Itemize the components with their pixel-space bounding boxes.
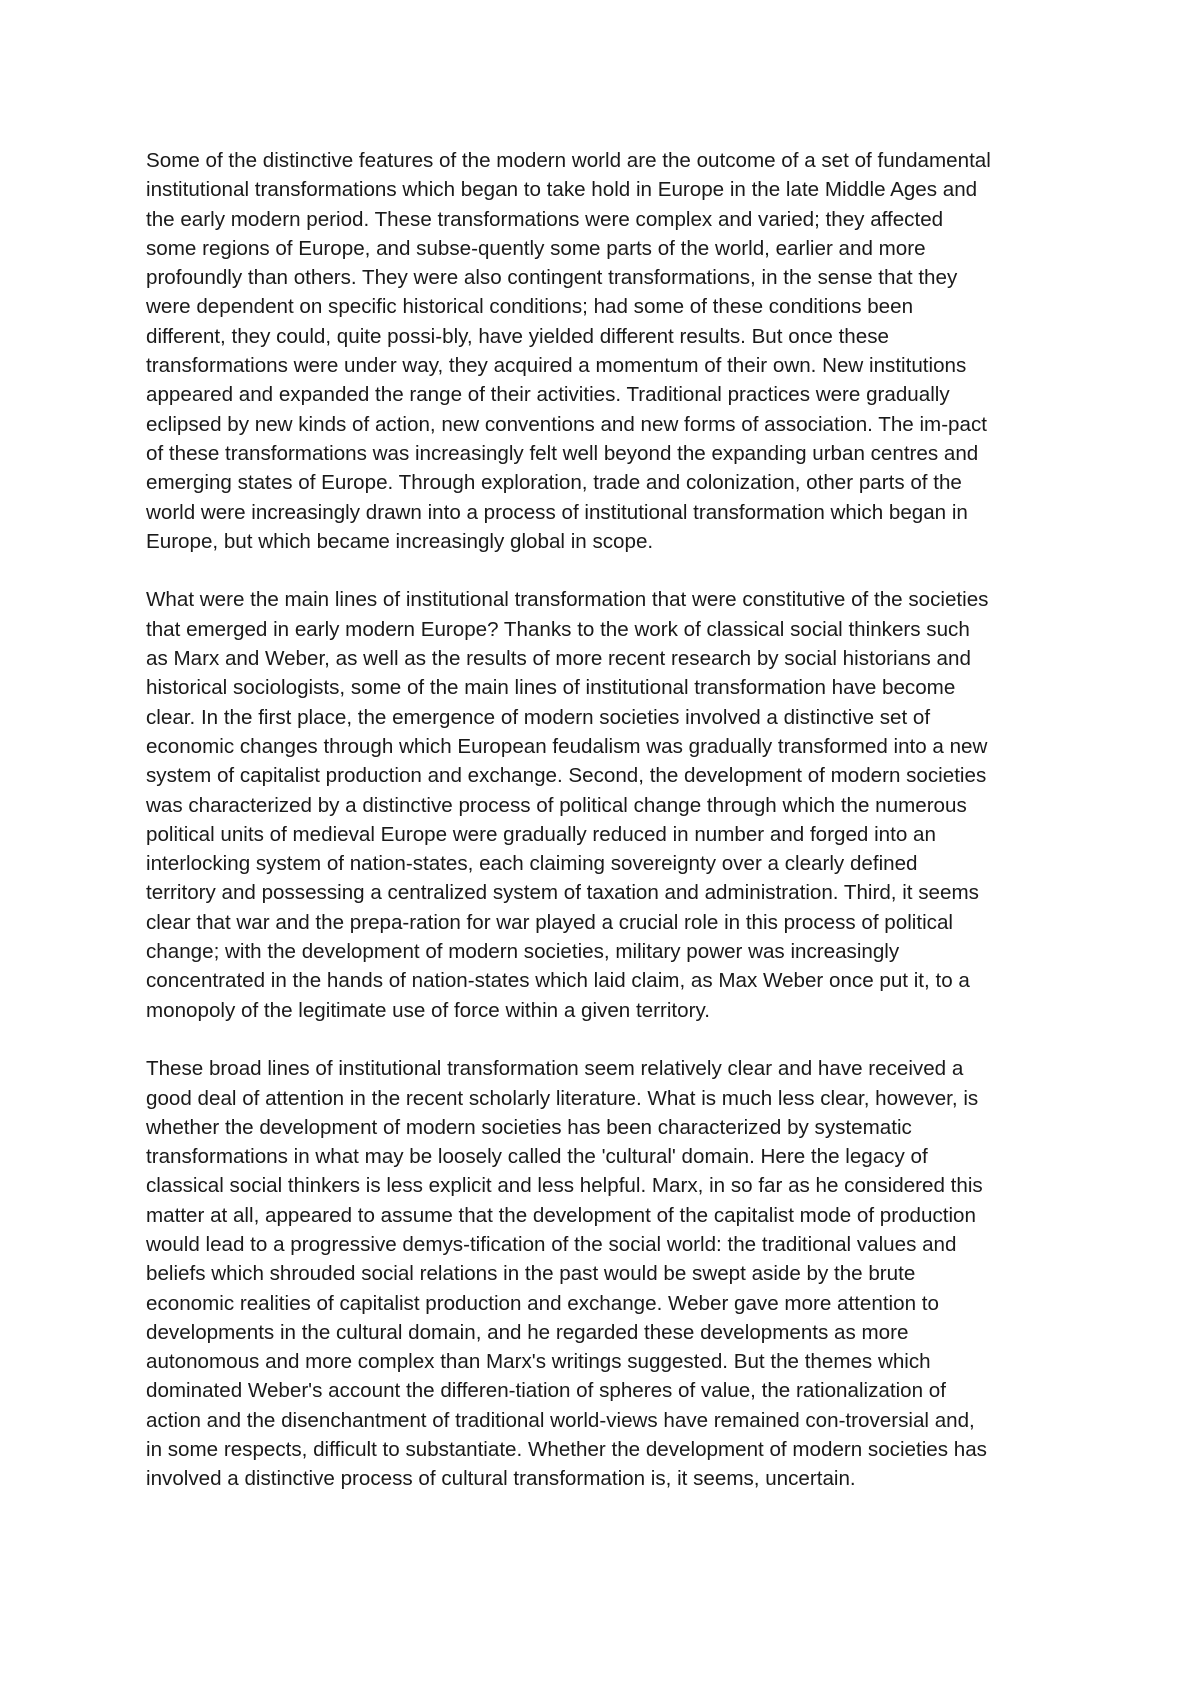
- text-line: historical sociologists, some of the main lines of institutional transformation have become: [146, 676, 956, 700]
- text-line: whether the development of modern societies has been characterized by systematic: [146, 1115, 912, 1139]
- text-line: system of capitalist production and exchange. Second, the development of modern societies: [146, 764, 987, 788]
- text-line: change; with the development of modern societies, military power was increasingly: [146, 940, 900, 964]
- paragraph-2: [146, 585, 1076, 1024]
- text-line: territory and possessing a centralized system of taxation and administration. Third, it seems: [146, 881, 979, 905]
- text-line: clear. In the first place, the emergence of modern societies involved a distinctive set of: [146, 705, 931, 729]
- text-line: beliefs which shrouded social relations in the past would be swept aside by the brute: [146, 1262, 916, 1286]
- text-line: economic realities of capitalist production and exchange. Weber gave more attention to: [146, 1291, 939, 1315]
- text-line: of these transformations was increasingly felt well beyond the expanding urban centres and: [146, 441, 979, 465]
- text-line: developments in the cultural domain, and he regarded these developments as more: [146, 1320, 909, 1344]
- text-line: emerging states of Europe. Through exploration, trade and colonization, other parts of the: [146, 471, 962, 495]
- text-line: interlocking system of nation-states, each claiming sovereignty over a clearly defined: [146, 852, 918, 876]
- text-line: concentrated in the hands of nation-states which laid claim, as Max Weber once put it, to a: [146, 969, 970, 993]
- paragraph-1: [146, 146, 1076, 556]
- text-line: the early modern period. These transformations were complex and varied; they affected: [146, 207, 944, 231]
- text-line: Some of the distinctive features of the modern world are the outcome of a set of fundamental: [146, 149, 991, 172]
- text-line: political units of medieval Europe were gradually reduced in number and forged into an: [146, 822, 936, 846]
- text-line: economic changes through which European feudalism was gradually transformed into a new: [146, 734, 988, 758]
- text-line: classical social thinkers is less explicit and less helpful. Marx, in so far as he considered this: [146, 1174, 983, 1198]
- text-line: appeared and expanded the range of their activities. Traditional practices were gradually: [146, 383, 950, 407]
- text-line: as Marx and Weber, as well as the results of more recent research by social historians and: [146, 647, 971, 671]
- text-line: would lead to a progressive demys-tification of the social world: the traditional values and: [146, 1232, 957, 1256]
- text-line: were dependent on specific historical conditions; had some of these conditions been: [146, 295, 914, 319]
- text-line: dominated Weber's account the differen-tiation of spheres of value, the rationalization of: [146, 1379, 946, 1403]
- text-line: profoundly than others. They were also contingent transformations, in the sense that they: [146, 266, 958, 290]
- text-line: institutional transformations which began to take hold in Europe in the late Middle Ages and: [146, 178, 978, 202]
- text-line: in some respects, difficult to substantiate. Whether the development of modern societies has: [146, 1438, 987, 1462]
- text-line: monopoly of the legitimate use of force within a given territory.: [146, 998, 710, 1022]
- text-line: world were increasingly drawn into a process of institutional transformation which began in: [146, 500, 968, 524]
- paragraph-3: [146, 1054, 1076, 1493]
- text-line: matter at all, appeared to assume that the development of the capitalist mode of production: [146, 1203, 976, 1227]
- text-line: clear that war and the prepa-ration for war played a crucial role in this process of political: [146, 910, 953, 934]
- text-line: was characterized by a distinctive process of political change through which the numerous: [146, 793, 967, 817]
- text-line: Europe, but which became increasingly global in scope.: [146, 529, 654, 553]
- text-line: action and the disenchantment of traditional world-views have remained con-troversial and,: [146, 1408, 975, 1432]
- text-line: transformations in what may be loosely called the 'cultural' domain. Here the legacy of: [146, 1145, 928, 1169]
- text-line: involved a distinctive process of cultural transformation is, it seems, uncertain.: [146, 1467, 856, 1491]
- text-line: that emerged in early modern Europe? Thanks to the work of classical social thinkers such: [146, 617, 970, 641]
- text-line: different, they could, quite possi-bly, have yielded different results. But once these: [146, 324, 889, 348]
- document-body: [146, 146, 1076, 1523]
- text-line: some regions of Europe, and subse-quently some parts of the world, earlier and more: [146, 236, 926, 260]
- text-line: good deal of attention in the recent scholarly literature. What is much less clear, however, is: [146, 1086, 979, 1110]
- text-line: eclipsed by new kinds of action, new conventions and new forms of association. The im-pact: [146, 412, 987, 436]
- text-line: transformations were under way, they acquired a momentum of their own. New institutions: [146, 354, 967, 378]
- text-line: autonomous and more complex than Marx's writings suggested. But the themes which: [146, 1350, 931, 1374]
- text-line: These broad lines of institutional transformation seem relatively clear and have received a: [146, 1057, 964, 1081]
- text-line: What were the main lines of institutional transformation that were constitutive of the societies: [146, 588, 989, 612]
